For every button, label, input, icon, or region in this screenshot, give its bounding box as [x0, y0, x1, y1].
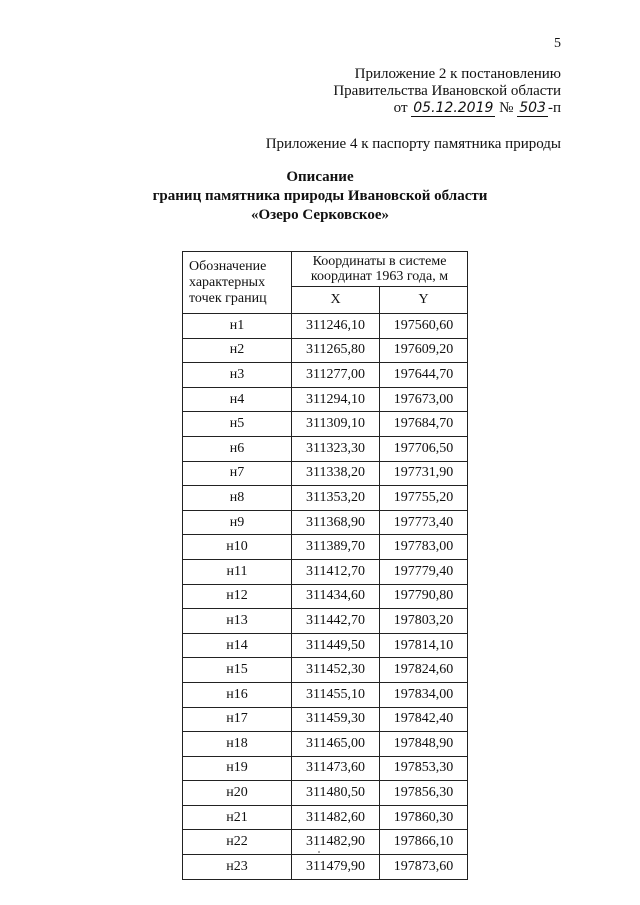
y-cell: 197814,10: [380, 633, 468, 658]
x-cell: 311442,70: [292, 609, 380, 634]
number-prefix: №: [499, 100, 514, 116]
table-row: [183, 486, 468, 511]
y-cell: 197873,60: [380, 855, 468, 880]
x-cell: 311479,90: [292, 855, 380, 880]
table-row: [183, 732, 468, 757]
y-cell: 197684,70: [380, 412, 468, 437]
y-cell: 197773,40: [380, 510, 468, 535]
table-row: [183, 338, 468, 363]
point-cell: н11: [183, 559, 292, 584]
x-cell: 311482,90: [292, 830, 380, 855]
point-cell: н7: [183, 461, 292, 486]
header-date-number-line: [333, 100, 561, 117]
table-row: [183, 609, 468, 634]
table-row: [183, 830, 468, 855]
y-cell: 197609,20: [380, 338, 468, 363]
coordinates-table-body: [183, 314, 468, 880]
x-cell: 311294,10: [292, 387, 380, 412]
point-cell: н9: [183, 510, 292, 535]
x-cell: 311368,90: [292, 510, 380, 535]
table-row: [183, 535, 468, 560]
point-cell: н10: [183, 535, 292, 560]
header-coordinate-system: Координаты в системе координат 1963 года, м: [292, 252, 468, 287]
resolution-header: [333, 66, 561, 117]
number-suffix: -п: [547, 100, 561, 116]
point-cell: н16: [183, 682, 292, 707]
x-cell: 311265,80: [292, 338, 380, 363]
y-cell: 197673,00: [380, 387, 468, 412]
point-cell: н13: [183, 609, 292, 634]
table-row: [183, 314, 468, 339]
x-cell: 311277,00: [292, 363, 380, 388]
table-row: [183, 461, 468, 486]
y-cell: 197560,60: [380, 314, 468, 339]
y-cell: 197842,40: [380, 707, 468, 732]
table-row: [183, 363, 468, 388]
table-row: [183, 707, 468, 732]
x-cell: 311459,30: [292, 707, 380, 732]
title-line-1: Описание: [286, 169, 354, 185]
y-cell: 197706,50: [380, 436, 468, 461]
point-cell: н17: [183, 707, 292, 732]
table-row: [183, 682, 468, 707]
y-cell: 197866,10: [380, 830, 468, 855]
x-cell: 311309,10: [292, 412, 380, 437]
date-prefix: от: [393, 100, 408, 116]
header-line-1: Приложение 2 к постановлению: [354, 66, 561, 82]
x-cell: 311452,30: [292, 658, 380, 683]
y-cell: 197848,90: [380, 732, 468, 757]
point-cell: н3: [183, 363, 292, 388]
point-cell: н19: [183, 756, 292, 781]
x-cell: 311323,30: [292, 436, 380, 461]
table-row: [183, 412, 468, 437]
x-cell: 311338,20: [292, 461, 380, 486]
point-cell: н23: [183, 855, 292, 880]
y-cell: 197731,90: [380, 461, 468, 486]
title-line-3: «Озеро Серковское»: [250, 207, 390, 223]
x-cell: 311412,70: [292, 559, 380, 584]
table-row: [183, 855, 468, 880]
x-cell: 311455,10: [292, 682, 380, 707]
point-cell: н6: [183, 436, 292, 461]
x-cell: 311482,60: [292, 805, 380, 830]
scan-speck: [318, 851, 320, 853]
x-cell: 311473,60: [292, 756, 380, 781]
header-y: Y: [380, 287, 468, 314]
y-cell: 197834,00: [380, 682, 468, 707]
y-cell: 197790,80: [380, 584, 468, 609]
table-row: [183, 559, 468, 584]
point-cell: н15: [183, 658, 292, 683]
y-cell: 197860,30: [380, 805, 468, 830]
x-cell: 311465,00: [292, 732, 380, 757]
table-row: [183, 658, 468, 683]
title-line-2: границ памятника природы Ивановской области: [152, 188, 488, 204]
header-point-designation: Обозначение характерных точек границ: [183, 252, 292, 314]
y-cell: 197644,70: [380, 363, 468, 388]
point-cell: н18: [183, 732, 292, 757]
point-cell: н20: [183, 781, 292, 806]
point-cell: н4: [183, 387, 292, 412]
x-cell: 311449,50: [292, 633, 380, 658]
table-row: [183, 584, 468, 609]
x-cell: 311434,60: [292, 584, 380, 609]
handwritten-number: 503: [519, 100, 546, 116]
point-cell: н8: [183, 486, 292, 511]
y-cell: 197803,20: [380, 609, 468, 634]
y-cell: 197779,40: [380, 559, 468, 584]
y-cell: 197755,20: [380, 486, 468, 511]
x-cell: 311353,20: [292, 486, 380, 511]
point-cell: н21: [183, 805, 292, 830]
point-cell: н22: [183, 830, 292, 855]
point-cell: н14: [183, 633, 292, 658]
point-cell: н5: [183, 412, 292, 437]
x-cell: 311389,70: [292, 535, 380, 560]
appendix-line: Приложение 4 к паспорту памятника природы: [265, 136, 561, 152]
coordinates-table: [182, 251, 468, 880]
table-row: [183, 633, 468, 658]
point-cell: н2: [183, 338, 292, 363]
y-cell: 197853,30: [380, 756, 468, 781]
y-cell: 197856,30: [380, 781, 468, 806]
y-cell: 197783,00: [380, 535, 468, 560]
x-cell: 311480,50: [292, 781, 380, 806]
table-row: [183, 756, 468, 781]
point-cell: н12: [183, 584, 292, 609]
handwritten-date: 05.12.2019: [413, 100, 494, 116]
page-number: 5: [554, 36, 561, 51]
header-x: X: [292, 287, 380, 314]
document-title: [0, 168, 640, 225]
point-cell: н1: [183, 314, 292, 339]
table-row: [183, 781, 468, 806]
table-row: [183, 387, 468, 412]
table-row: [183, 510, 468, 535]
table-row: [183, 436, 468, 461]
header-line-2: Правительства Ивановской области: [333, 83, 561, 99]
table-row: [183, 805, 468, 830]
y-cell: 197824,60: [380, 658, 468, 683]
x-cell: 311246,10: [292, 314, 380, 339]
